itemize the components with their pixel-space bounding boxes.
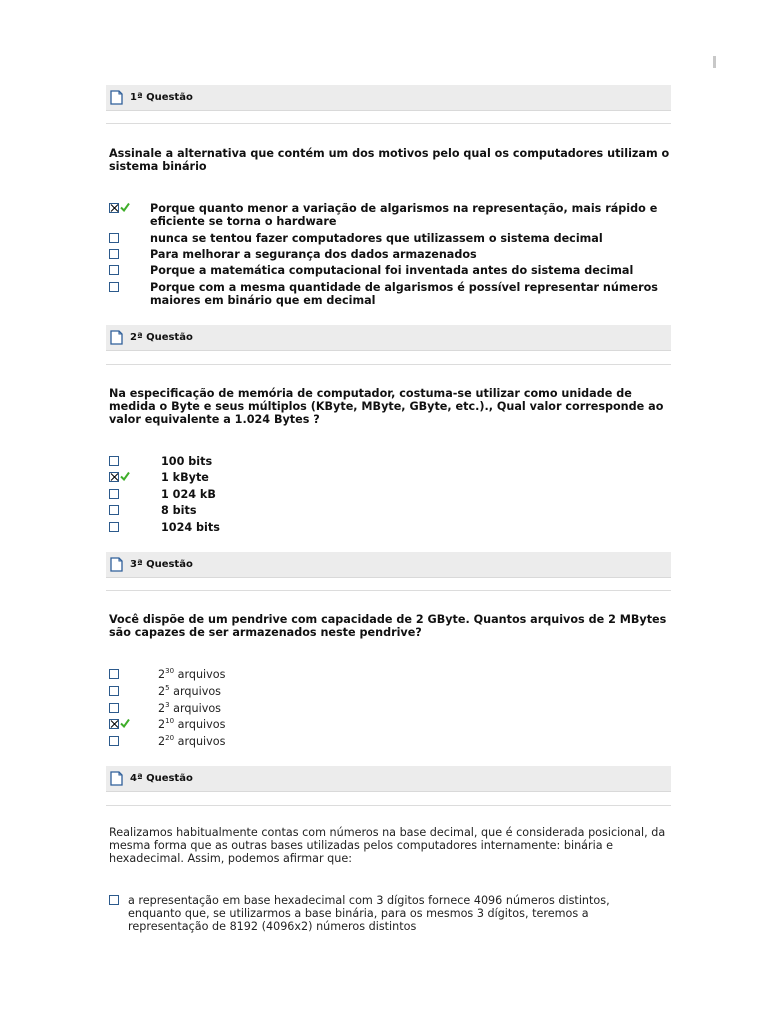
checkbox[interactable] [109,249,119,259]
answer-option[interactable] [109,685,221,698]
option-text: Para melhorar a segurança dos dados armazenados [150,248,477,261]
checkmark-icon [120,471,130,481]
option-text: 1 024 kB [161,488,216,501]
checkbox[interactable] [109,456,119,466]
question-2-header [106,325,671,351]
question-prompt: Realizamos habitualmente contas com números na base decimal, que é considerada posicional, da mesma forma que as outras bases utilizadas pelos computadores internamente: binária e hexadecimal. Assim, podemos afirmar que: [109,826,666,865]
checkbox[interactable] [109,703,119,713]
document-icon [109,557,124,572]
answer-option[interactable] [109,455,212,468]
checkmark-icon [120,202,130,212]
answer-option[interactable] [109,248,671,261]
option-text: $2^{10}$ arquivos [158,717,226,731]
checkbox-checked[interactable] [109,719,119,729]
answer-option[interactable] [109,504,197,517]
answer-option[interactable] [109,718,225,731]
divider [106,805,671,806]
document-icon [109,90,124,105]
answer-option[interactable] [109,202,671,228]
answer-option[interactable] [109,668,225,681]
question-4-header [106,766,671,792]
option-text: 1 kByte [161,471,209,484]
option-text: a representação em base hexadecimal com 3 dígitos fornece 4096 números distintos, enquanto que, se utilizarmos a base binária, para os mesmos 3 dígitos, teremos a representação de 8192 (4096x2) números distintos [128,894,610,933]
question-title: 2ª Questão [130,332,193,343]
checkbox[interactable] [109,736,119,746]
option-text: nunca se tentou fazer computadores que utilizassem o sistema decimal [150,232,603,245]
checkbox[interactable] [109,895,119,905]
checkbox[interactable] [109,265,119,275]
option-text: 1024 bits [161,521,220,534]
question-3-header [106,552,671,578]
option-text: 8 bits [161,504,197,517]
answer-option[interactable] [109,232,671,245]
checkmark-icon [120,718,130,728]
checkbox[interactable] [109,505,119,515]
option-text: $2^{20}$ arquivos [158,734,226,748]
option-text: $2^5$ arquivos [158,684,222,698]
answer-option[interactable] [109,894,671,933]
checkbox[interactable] [109,669,119,679]
question-title: 3ª Questão [130,559,193,570]
checkbox-checked[interactable] [109,203,119,213]
option-text: Porque a matemática computacional foi inventada antes do sistema decimal [150,264,634,277]
divider [106,123,671,124]
option-text: Porque com a mesma quantidade de algarismos é possível representar números maiores em binário que em decimal [150,281,658,307]
checkbox-checked[interactable] [109,472,119,482]
option-text: Porque quanto menor a variação de algarismos na representação, mais rápido e eficiente se torna o hardware [150,202,658,228]
answer-option[interactable] [109,735,225,748]
question-1-header [106,85,671,111]
answer-option[interactable] [109,702,221,715]
checkbox[interactable] [109,233,119,243]
question-prompt: Na especificação de memória de computador, costuma-se utilizar como unidade de medida o Byte e seus múltiplos (KByte, MByte, GByte, etc.)., Qual valor corresponde ao valor equivalente a 1.024 Bytes ? [109,387,664,426]
answer-option[interactable] [109,281,671,307]
question-prompt: Você dispõe de um pendrive com capacidade de 2 GByte. Quantos arquivos de 2 MBytes são capazes de ser armazenados neste pendrive? [109,613,667,639]
document-icon [109,771,124,786]
divider [106,590,671,591]
option-text: $2^3$ arquivos [158,701,222,715]
checkbox[interactable] [109,282,119,292]
checkbox[interactable] [109,489,119,499]
answer-option[interactable] [109,488,216,501]
answer-option[interactable] [109,264,671,277]
option-text: 100 bits [161,455,213,468]
checkbox[interactable] [109,686,119,696]
divider [106,364,671,365]
document-icon [109,330,124,345]
checkbox[interactable] [109,522,119,532]
option-text: $2^{30}$ arquivos [158,667,226,681]
question-title: 1ª Questão [130,92,193,103]
question-title: 4ª Questão [130,773,193,784]
answer-option[interactable] [109,521,220,534]
answer-option[interactable] [109,471,209,484]
scrollbar-indicator[interactable] [713,56,716,68]
question-prompt: Assinale a alternativa que contém um dos motivos pelo qual os computadores utilizam o sistema binário [109,147,670,173]
